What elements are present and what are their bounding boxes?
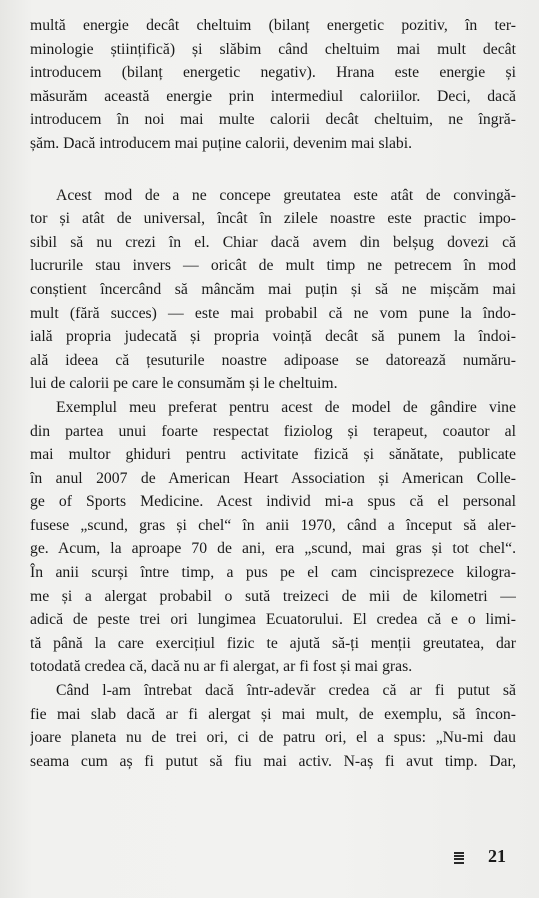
text-line: tor și atât de universal, încât în zilele noastre este practic impo- xyxy=(30,210,516,228)
text-line: fusese „scund, gras și chel“ în anii 1970, când a început să aler- xyxy=(30,516,516,534)
section-marker-icon xyxy=(454,852,464,868)
text-line: Exemplul meu preferat pentru acest de model de gândire vine xyxy=(56,398,516,416)
text-line: totodată credea că, dacă nu ar fi alergat, ar fi fost și mai gras. xyxy=(30,658,413,676)
body-text xyxy=(30,14,516,773)
text-line: joare planeta nu de trei ori, ci de patru ori, el a spus: „Nu-mi dau xyxy=(30,729,516,747)
text-line: ge. Acum, la aproape 70 de ani, era „scund, mai gras și tot chel“. xyxy=(30,540,516,558)
text-line: în anul 2007 de American Heart Association și American Colle- xyxy=(30,469,516,487)
text-line: lucrurile stau invers — oricât de mult timp ne petrecem în mod xyxy=(30,257,516,275)
text-line: mai multor ghiduri pentru activitate fizică și sănătate, publicate xyxy=(30,446,516,464)
text-line: conștient încercând să mâncăm mai puțin și să ne mișcăm mai xyxy=(30,280,516,298)
text-line: adică de peste trei ori lungimea Ecuatorului. El credea că e o limi- xyxy=(30,611,516,629)
text-line: mult (fără succes) — este mai probabil că ne vom pune la îndo- xyxy=(30,304,516,322)
text-line: măsurăm această energie prin intermediul caloriilor. Deci, dacă xyxy=(30,87,516,105)
text-line: me și a alergat probabil o sută treizeci de mii de kilometri — xyxy=(30,587,516,605)
paragraph-2 xyxy=(30,184,516,396)
text-line: fie mai slab dacă ar fi alergat și mai mult, de exemplu, să încon- xyxy=(30,705,516,723)
text-line: introducem în noi mai multe calorii decât cheltuim, ne îngră- xyxy=(30,111,516,129)
text-line: minologie științifică) și slăbim când cheltuim mai mult decât xyxy=(30,40,516,58)
text-line: ge of Sports Medicine. Acest individ mi-a spus că el personal xyxy=(30,493,516,511)
paragraph-1 xyxy=(30,14,516,156)
text-line: ală ideea că țesuturile noastre adipoase se datorează număru- xyxy=(30,351,516,369)
text-line: tă până la care exercițiul fizic te ajută să-ți menții greutatea, dar xyxy=(30,634,516,652)
text-line: seama cum aș fi putut să fiu mai activ. N-aș fi avut timp. Dar, xyxy=(30,752,516,770)
text-line: În anii scurși între timp, a pus pe el cam cincisprezece kilogra- xyxy=(30,564,516,582)
text-line: lui de calorii pe care le consumăm și le cheltuim. xyxy=(30,375,338,393)
text-line: ială propria judecată și propria voință decât să punem la îndoi- xyxy=(30,328,516,346)
text-line: șăm. Dacă introducem mai puține calorii, devenim mai slabi. xyxy=(30,134,413,152)
text-line: multă energie decât cheltuim (bilanț energetic pozitiv, în ter- xyxy=(30,17,516,34)
text-line: Acest mod de a ne concepe greutatea este atât de convingă- xyxy=(56,186,516,204)
text-line: sibil să nu crezi în el. Chiar dacă avem din belșug dovezi că xyxy=(30,233,516,251)
text-line: introducem (bilanț energetic negativ). Hrana este energie și xyxy=(30,64,516,82)
page-number: 21 xyxy=(488,846,506,866)
paragraph-4 xyxy=(30,679,516,773)
paragraph-3 xyxy=(30,396,516,679)
text-line: Când l-am întrebat dacă într-adevăr credea că ar fi putut să xyxy=(56,682,516,700)
page-footer xyxy=(0,846,539,876)
text-line: din partea unui foarte respectat fiziolog și terapeut, coautor al xyxy=(30,422,516,440)
